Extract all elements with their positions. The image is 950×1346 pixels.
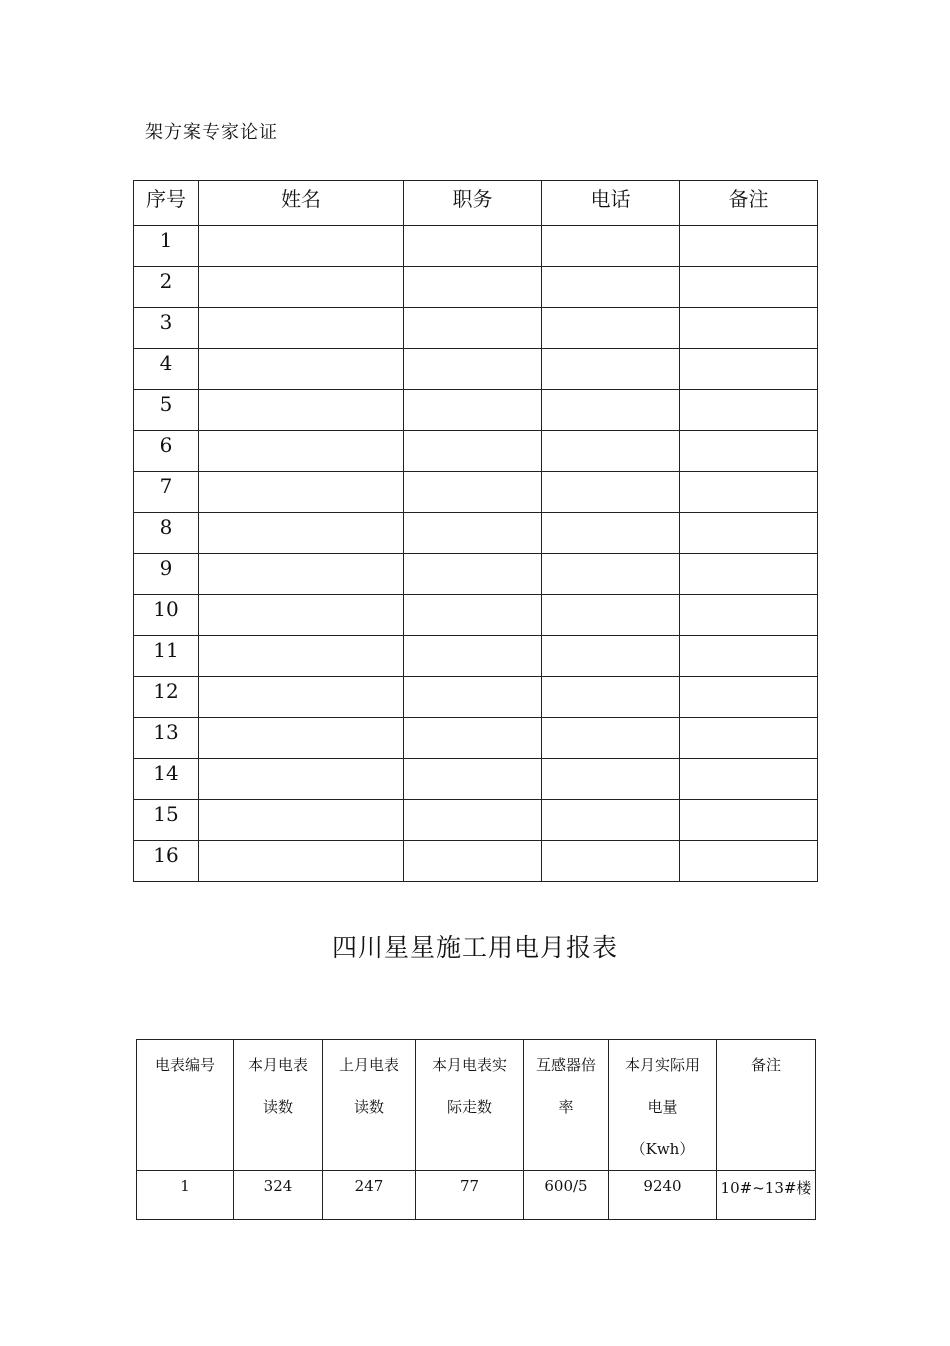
position-cell[interactable] (404, 267, 542, 308)
remark-cell[interactable] (680, 472, 818, 513)
report-header-line: 备注 (750, 1056, 781, 1074)
phone-cell[interactable] (542, 431, 680, 472)
report-header-line: 电表编号 (154, 1056, 215, 1074)
table-row (134, 800, 818, 841)
report-header-cell (717, 1040, 816, 1171)
row-number: 1 (134, 226, 199, 267)
row-number: 8 (134, 513, 199, 554)
name-cell[interactable] (199, 595, 404, 636)
header-name: 姓名 (199, 181, 404, 226)
report-header-line: 互感器倍 (535, 1056, 596, 1074)
name-cell[interactable] (199, 267, 404, 308)
report-header-line: 本月电表 (247, 1056, 308, 1074)
name-cell[interactable] (199, 308, 404, 349)
name-cell[interactable] (199, 472, 404, 513)
row-number: 6 (134, 431, 199, 472)
remark-cell[interactable] (680, 390, 818, 431)
report-header-line: 际走数 (446, 1098, 492, 1116)
table-row (134, 226, 818, 267)
name-cell[interactable] (199, 718, 404, 759)
remark-cell[interactable] (680, 308, 818, 349)
phone-cell[interactable] (542, 226, 680, 267)
name-cell[interactable] (199, 759, 404, 800)
position-cell[interactable] (404, 595, 542, 636)
table-row (134, 677, 818, 718)
header-remark: 备注 (680, 181, 818, 226)
table-row (134, 472, 818, 513)
remark-cell[interactable] (680, 431, 818, 472)
position-cell[interactable] (404, 431, 542, 472)
remark-cell[interactable] (680, 759, 818, 800)
phone-cell[interactable] (542, 759, 680, 800)
remark-cell[interactable] (680, 677, 818, 718)
name-cell[interactable] (199, 636, 404, 677)
report-header-line: 本月电表实 (431, 1056, 507, 1074)
position-cell[interactable] (404, 677, 542, 718)
table-row (134, 759, 818, 800)
report-header-cell (524, 1040, 609, 1171)
remark-cell[interactable] (680, 595, 818, 636)
position-cell[interactable] (404, 636, 542, 677)
report-cell: 9240 (609, 1171, 717, 1220)
name-cell[interactable] (199, 349, 404, 390)
report-header-line: 上月电表 (338, 1056, 399, 1074)
header-seq: 序号 (134, 181, 199, 226)
report-header-line: （Kwh） (630, 1140, 695, 1158)
report-cell: 600/5 (524, 1171, 609, 1220)
row-number: 10 (134, 595, 199, 636)
report-header-line: 率 (558, 1098, 574, 1116)
remark-cell[interactable] (680, 267, 818, 308)
position-cell[interactable] (404, 390, 542, 431)
position-cell[interactable] (404, 349, 542, 390)
remark-cell[interactable] (680, 349, 818, 390)
phone-cell[interactable] (542, 513, 680, 554)
report-header-cell (323, 1040, 416, 1171)
position-cell[interactable] (404, 308, 542, 349)
position-cell[interactable] (404, 759, 542, 800)
position-cell[interactable] (404, 472, 542, 513)
row-number: 13 (134, 718, 199, 759)
table-row (134, 554, 818, 595)
remark-cell[interactable] (680, 800, 818, 841)
remark-cell[interactable] (680, 636, 818, 677)
row-number: 4 (134, 349, 199, 390)
row-number: 14 (134, 759, 199, 800)
table-row (134, 718, 818, 759)
phone-cell[interactable] (542, 554, 680, 595)
name-cell[interactable] (199, 390, 404, 431)
name-cell[interactable] (199, 677, 404, 718)
row-number: 11 (134, 636, 199, 677)
position-cell[interactable] (404, 226, 542, 267)
report-title: 四川星星施工用电月报表 (331, 933, 618, 962)
phone-cell[interactable] (542, 349, 680, 390)
expert-table-header-row (134, 181, 818, 226)
row-number: 3 (134, 308, 199, 349)
remark-cell[interactable] (680, 718, 818, 759)
report-header-line: 读数 (262, 1098, 293, 1116)
row-number: 12 (134, 677, 199, 718)
report-header-cell (137, 1040, 234, 1171)
report-header-row (137, 1040, 816, 1171)
table-row (134, 513, 818, 554)
report-header-cell (416, 1040, 524, 1171)
phone-cell[interactable] (542, 390, 680, 431)
table-row (134, 390, 818, 431)
report-cell: 1 (137, 1171, 234, 1220)
phone-cell[interactable] (542, 267, 680, 308)
report-header-cell (609, 1040, 717, 1171)
row-number: 7 (134, 472, 199, 513)
table-row (134, 841, 818, 882)
position-cell[interactable] (404, 513, 542, 554)
remark-cell[interactable] (680, 841, 818, 882)
name-cell[interactable] (199, 431, 404, 472)
phone-cell[interactable] (542, 677, 680, 718)
report-header-line: 本月实际用 (624, 1056, 700, 1074)
report-cell: 324 (234, 1171, 323, 1220)
report-header-cell (234, 1040, 323, 1171)
name-cell[interactable] (199, 513, 404, 554)
position-cell[interactable] (404, 800, 542, 841)
position-cell[interactable] (404, 554, 542, 595)
name-cell[interactable] (199, 554, 404, 595)
table-row (134, 308, 818, 349)
position-cell[interactable] (404, 841, 542, 882)
table-row (134, 595, 818, 636)
report-header-line: 读数 (353, 1098, 384, 1116)
phone-cell[interactable] (542, 636, 680, 677)
report-table (136, 1039, 816, 1220)
row-number: 9 (134, 554, 199, 595)
remark-cell[interactable] (680, 513, 818, 554)
row-number: 2 (134, 267, 199, 308)
page-heading: 架方案专家论证 (145, 122, 278, 143)
phone-cell[interactable] (542, 472, 680, 513)
header-position: 职务 (404, 181, 542, 226)
report-cell: 77 (416, 1171, 524, 1220)
table-row (134, 636, 818, 677)
phone-cell[interactable] (542, 718, 680, 759)
header-phone: 电话 (542, 181, 680, 226)
phone-cell[interactable] (542, 308, 680, 349)
name-cell[interactable] (199, 800, 404, 841)
table-row (134, 349, 818, 390)
remark-cell[interactable] (680, 226, 818, 267)
expert-table (133, 180, 818, 882)
remark-cell[interactable] (680, 554, 818, 595)
report-header-line: 电量 (647, 1098, 678, 1116)
phone-cell[interactable] (542, 800, 680, 841)
report-cell: 10#~13#楼 (717, 1171, 816, 1220)
report-cell: 247 (323, 1171, 416, 1220)
row-number: 5 (134, 390, 199, 431)
name-cell[interactable] (199, 841, 404, 882)
report-data-row (137, 1171, 816, 1220)
name-cell[interactable] (199, 226, 404, 267)
phone-cell[interactable] (542, 595, 680, 636)
position-cell[interactable] (404, 718, 542, 759)
row-number: 16 (134, 841, 199, 882)
table-row (134, 431, 818, 472)
phone-cell[interactable] (542, 841, 680, 882)
table-row (134, 267, 818, 308)
row-number: 15 (134, 800, 199, 841)
